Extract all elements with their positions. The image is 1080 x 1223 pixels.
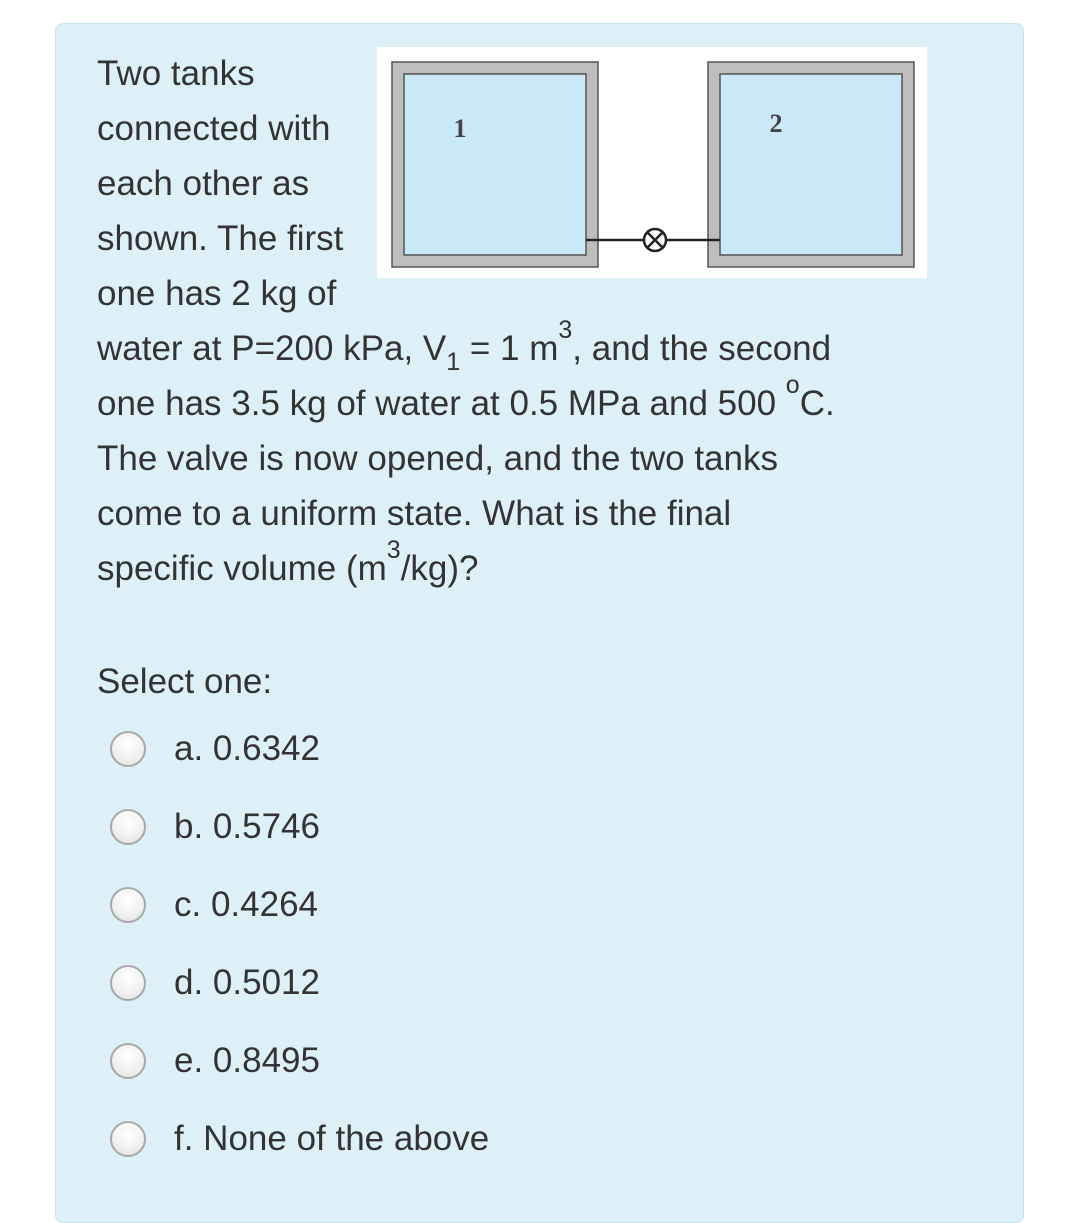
tank-2-label: 2 (769, 109, 783, 138)
question-line: one has 2 kg of (97, 274, 337, 313)
question-text-segment: = 1 m (460, 329, 559, 368)
tanks-figure (377, 47, 927, 278)
tank-1-label: 1 (453, 114, 467, 143)
question-line: each other as (97, 164, 310, 203)
option-e[interactable] (110, 1039, 320, 1083)
superscript: 3 (558, 316, 573, 344)
question-line: The valve is now opened, and the two tanks (97, 439, 778, 478)
option-label: c. 0.4264 (174, 885, 318, 924)
radio-button[interactable] (110, 965, 146, 1001)
question-line: come to a uniform state. What is the final (97, 494, 732, 533)
option-f[interactable] (110, 1117, 489, 1161)
radio-button[interactable] (110, 809, 146, 845)
option-c[interactable] (110, 883, 318, 927)
radio-button[interactable] (110, 1043, 146, 1079)
question-line: shown. The first (97, 219, 344, 258)
option-label: e. 0.8495 (174, 1041, 320, 1080)
option-label: f. None of the above (174, 1119, 490, 1158)
degree-superscript: o (785, 371, 800, 399)
option-b[interactable] (110, 805, 320, 849)
valve-icon (644, 229, 666, 251)
option-a[interactable] (110, 727, 320, 771)
question-text-segment: water at P=200 kPa, V (97, 329, 447, 368)
option-label: b. 0.5746 (174, 807, 320, 846)
radio-button[interactable] (110, 1121, 146, 1157)
option-label: d. 0.5012 (174, 963, 320, 1002)
question-line: connected with (97, 109, 331, 148)
question-line (97, 536, 479, 592)
question-text-segment: , and the second (572, 329, 832, 368)
tank-1 (404, 74, 586, 255)
question-text-segment: /kg)? (400, 549, 479, 588)
tank-2 (720, 74, 902, 255)
superscript: 3 (386, 536, 401, 564)
option-label: a. 0.6342 (174, 729, 320, 768)
radio-button[interactable] (110, 731, 146, 767)
option-d[interactable] (110, 961, 320, 1005)
question-text-segment: one has 3.5 kg of water at 0.5 MPa and 500 (97, 384, 786, 423)
question-line (97, 316, 832, 376)
question-text-segment: specific volume (m (97, 549, 387, 588)
tanks-diagram (377, 47, 927, 278)
question-line (97, 371, 835, 427)
radio-button[interactable] (110, 887, 146, 923)
select-one-prompt: Select one: (97, 662, 273, 701)
subscript: 1 (446, 348, 461, 376)
question-text-segment: C. (799, 384, 835, 423)
question-line: Two tanks (97, 54, 255, 93)
